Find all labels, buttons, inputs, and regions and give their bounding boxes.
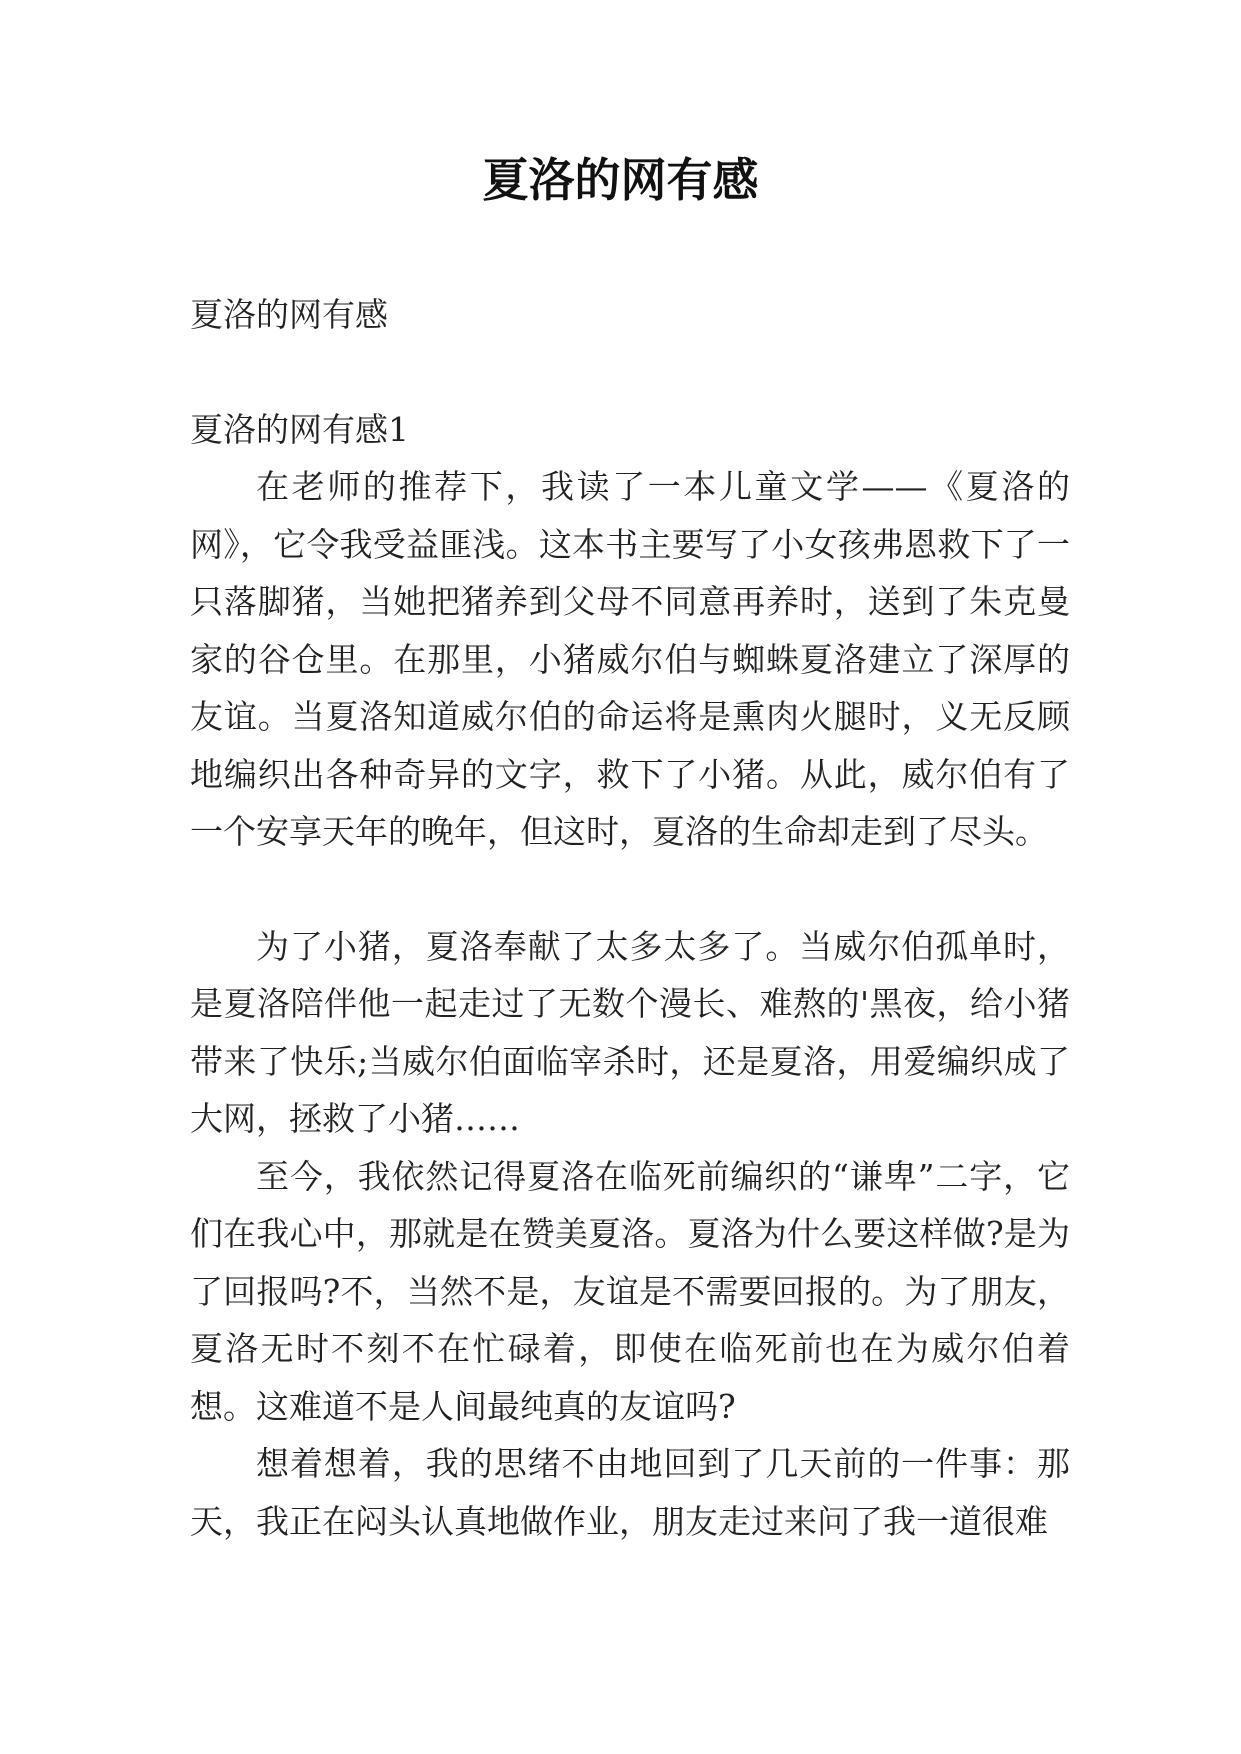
section-heading: 夏洛的网有感1 [190, 410, 409, 449]
paragraph-1: 在老师的推荐下，我读了一本儿童文学——《夏洛的网》，它令我受益匪浅。这本书主要写了小女孩弗恩救下了一只落脚猪，当她把猪养到父母不同意再养时，送到了朱克曼家的谷仓里。在那里，小猪威尔伯与蜘蛛夏洛建立了深厚的友谊。当夏洛知道威尔伯的命运将是熏肉火腿时，义无反顾地编织出各种奇异的文字，救下了小猪。从此，威尔伯有了一个安享天年的晚年，但这时，夏洛的生命却走到了尽头。 [190, 467, 1070, 851]
paragraph-3: 至今，我依然记得夏洛在临死前编织的“谦卑”二字，它们在我心中，那就是在赞美夏洛。夏洛为什么要这样做?是为了回报吗?不，当然不是，友谊是不需要回报的。为了朋友，夏洛无时不刻不在忙碌着，即使在临死前也在为威尔伯着想。这难道不是人间最纯真的友谊吗? [190, 1156, 1070, 1426]
paragraph-2: 为了小猪，夏洛奉献了太多太多了。当威尔伯孤单时，是夏洛陪伴他一起走过了无数个漫长、难熬的'黑夜，给小猪带来了快乐;当威尔伯面临宰杀时，还是夏洛，用爱编织成了大网，拯救了小猪…… [190, 926, 1070, 1138]
document-subtitle: 夏洛的网有感 [190, 295, 388, 334]
document-title: 夏洛的网有感 [482, 153, 759, 207]
document-body [190, 458, 1070, 1550]
paragraph-4: 想着想着，我的思绪不由地回到了几天前的一件事：那天，我正在闷头认真地做作业，朋友走过来问了我一道很难 [190, 1444, 1070, 1541]
